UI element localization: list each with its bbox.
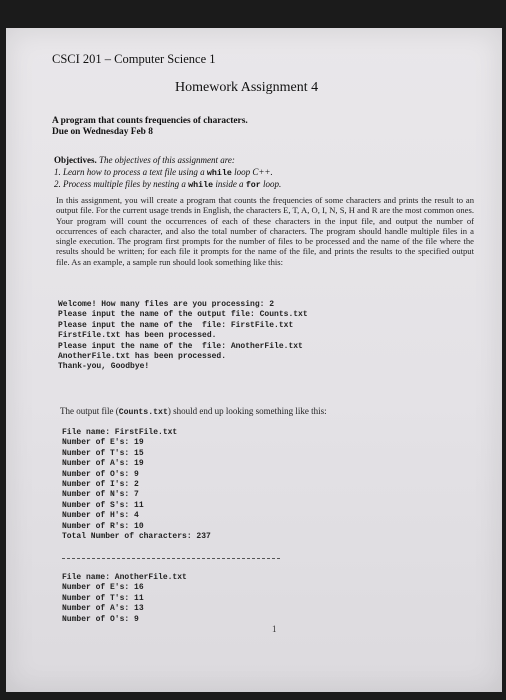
objectives-section (54, 155, 474, 192)
due-date: Due on Wednesday Feb 8 (52, 127, 153, 137)
intro-line: A program that counts frequencies of characters. (52, 116, 248, 126)
objective-item-2: 2. Process multiple files by nesting a while inside a for loop. (54, 179, 282, 190)
assignment-title: Homework Assignment 4 (175, 80, 319, 95)
objectives-lead: The objectives of this assignment are: (99, 155, 235, 165)
intro-block (52, 116, 248, 138)
course-title: CSCI 201 – Computer Science 1 (52, 52, 216, 66)
page-number: 1 (272, 624, 277, 634)
output-caption: The output file (Counts.txt) should end up looking something like this: (60, 406, 327, 417)
output-file-name: Counts.txt (118, 408, 168, 417)
output-block-first-file: File name: FirstFile.txt Number of E's: 19 Number of T's: 15 Number of A's: 19 Number of O's: 9 Number of I's: 2 Number of N's: 7 Number of S's: 11 Number of H's: 4 Number of R's: 10 Total Number of characters: 237 (62, 428, 211, 542)
dashed-divider (62, 558, 280, 559)
assignment-description: In this assignment, you will create a program that counts the frequencies of some characters and prints the result to an output file. For the current usage trends in English, the characters E, T, A, O, I, N, S, H and R are the most common ones. Your program will count the occurrences of each of these characters in the input file, and output the number of occurrences of each character, and also the total number of characters. The program should handle multiple files in a single execution. The program first prompts for the number of files to be processed and the name of the file where the results should be written; for each file it prompts for the name of the file, and prints the results to the specified output file. As an example, a sample run should look something like this: (56, 195, 474, 267)
output-block-another-file: File name: AnotherFile.txt Number of E's: 16 Number of T's: 11 Number of A's: 13 Number of O's: 9 (62, 573, 187, 624)
sample-run-code: Welcome! How many files are you processing: 2 Please input the name of the output file: Counts.txt Please input the name of the file: FirstFile.txt FirstFile.txt has been processed. Please input the name of the file: AnotherFile.txt AnotherFile.txt has been processed. Thank-you, Goodbye! (58, 300, 308, 372)
objectives-label: Objectives. (54, 155, 97, 165)
objective-item-1: 1. Learn how to process a text file using a while loop C++. (54, 166, 273, 178)
